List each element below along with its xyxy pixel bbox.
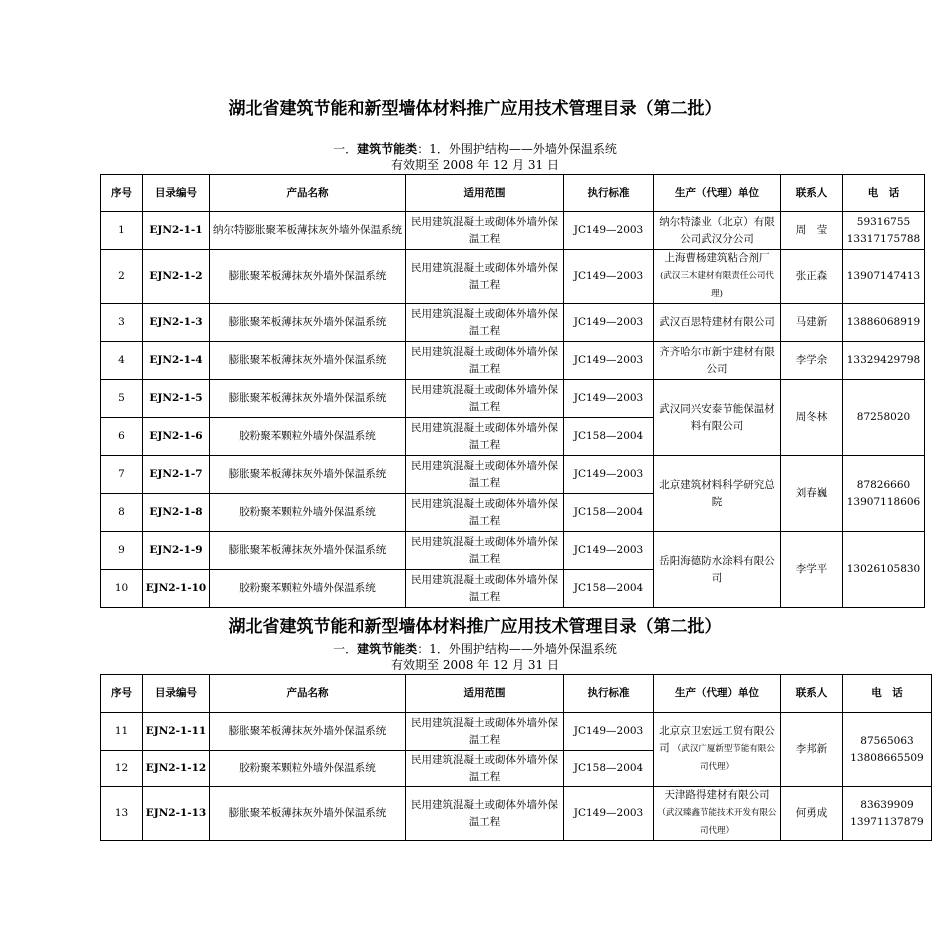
header-cell: 适用范围	[406, 675, 564, 713]
contact-person: 周冬林	[781, 380, 843, 456]
phone: 59316755 13317175788	[843, 212, 925, 250]
scope: 民用建筑混凝土或砌体外墙外保温工程	[406, 532, 564, 570]
standard: JC149—2003	[564, 456, 654, 494]
manufacturer: 武汉同兴安泰节能保温材料有限公司	[654, 380, 781, 456]
standard: JC158—2004	[564, 751, 654, 787]
standard: JC149—2003	[564, 250, 654, 304]
scope: 民用建筑混凝土或砌体外墙外保温工程	[406, 713, 564, 751]
scope: 民用建筑混凝土或砌体外墙外保温工程	[406, 250, 564, 304]
scope: 民用建筑混凝土或砌体外墙外保温工程	[406, 380, 564, 418]
row-number: 3	[101, 304, 143, 342]
product-name: 胶粉聚苯颗粒外墙外保温系统	[210, 494, 406, 532]
row-number: 4	[101, 342, 143, 380]
standard: JC149—2003	[564, 380, 654, 418]
scope: 民用建筑混凝土或砌体外墙外保温工程	[406, 751, 564, 787]
row-number: 7	[101, 456, 143, 494]
scope: 民用建筑混凝土或砌体外墙外保温工程	[406, 418, 564, 456]
table-row	[101, 532, 925, 570]
catalog-code: EJN2-1-8	[143, 494, 210, 532]
phone: 13026105830	[843, 532, 925, 608]
product-name: 纳尔特膨胀聚苯板薄抹灰外墙外保温系统	[210, 212, 406, 250]
standard: JC149—2003	[564, 212, 654, 250]
catalog-code: EJN2-1-2	[143, 250, 210, 304]
contact-person: 张正森	[781, 250, 843, 304]
manufacturer: 纳尔特漆业（北京）有限公司武汉分公司	[654, 212, 781, 250]
section-heading	[0, 640, 950, 657]
table-row	[101, 380, 925, 418]
agent-note: (武汉三木建材有限责任公司代理)	[660, 271, 774, 299]
phone: 87258020	[843, 380, 925, 456]
header-cell: 产品名称	[210, 675, 406, 713]
header-cell: 产品名称	[210, 175, 406, 212]
table-header-row	[101, 675, 932, 713]
product-name: 膨胀聚苯板薄抹灰外墙外保温系统	[210, 250, 406, 304]
standard: JC149—2003	[564, 304, 654, 342]
scope: 民用建筑混凝土或砌体外墙外保温工程	[406, 494, 564, 532]
page-title: 湖北省建筑节能和新型墙体材料推广应用技术管理目录（第二批）	[228, 617, 722, 637]
catalog-table-1	[100, 174, 925, 608]
scope: 民用建筑混凝土或砌体外墙外保温工程	[406, 342, 564, 380]
row-number: 5	[101, 380, 143, 418]
table-row	[101, 456, 925, 494]
standard: JC158—2004	[564, 418, 654, 456]
header-cell: 联系人	[781, 675, 843, 713]
product-name: 膨胀聚苯板薄抹灰外墙外保温系统	[210, 532, 406, 570]
standard: JC149—2003	[564, 787, 654, 841]
header-cell: 电 话	[843, 175, 925, 212]
catalog-table-2	[100, 674, 932, 841]
row-number: 6	[101, 418, 143, 456]
scope: 民用建筑混凝土或砌体外墙外保温工程	[406, 570, 564, 608]
contact-person: 李邦新	[781, 713, 843, 787]
header-cell: 目录编号	[143, 175, 210, 212]
row-number: 1	[101, 212, 143, 250]
phone: 87565063 13808665509	[843, 713, 932, 787]
contact-person: 周 莹	[781, 212, 843, 250]
manufacturer-name: 北京京卫宏远工贸有限公司	[659, 725, 775, 754]
catalog-code: EJN2-1-13	[143, 787, 210, 841]
catalog-code: EJN2-1-12	[143, 751, 210, 787]
row-number: 12	[101, 751, 143, 787]
standard: JC149—2003	[564, 532, 654, 570]
standard: JC158—2004	[564, 494, 654, 532]
section-category: 建筑节能类	[357, 642, 418, 656]
catalog-code: EJN2-1-10	[143, 570, 210, 608]
table-row	[101, 713, 932, 751]
catalog-code: EJN2-1-5	[143, 380, 210, 418]
table-row	[101, 304, 925, 342]
product-name: 胶粉聚苯颗粒外墙外保温系统	[210, 570, 406, 608]
standard: JC149—2003	[564, 713, 654, 751]
phone: 83639909 13971137879	[843, 787, 932, 841]
scope: 民用建筑混凝土或砌体外墙外保温工程	[406, 304, 564, 342]
product-name: 膨胀聚苯板薄抹灰外墙外保温系统	[210, 342, 406, 380]
contact-person: 刘春巍	[781, 456, 843, 532]
row-number: 13	[101, 787, 143, 841]
header-cell: 序号	[101, 175, 143, 212]
table-row	[101, 342, 925, 380]
standard: JC158—2004	[564, 570, 654, 608]
manufacturer	[654, 713, 781, 787]
standard: JC149—2003	[564, 342, 654, 380]
manufacturer-name: 天津路得建材有限公司	[664, 789, 770, 801]
manufacturer-name: 上海曹杨建筑粘合剂厂	[664, 252, 770, 264]
product-name: 膨胀聚苯板薄抹灰外墙外保温系统	[210, 456, 406, 494]
header-cell: 适用范围	[406, 175, 564, 212]
header-cell: 生产（代理）单位	[654, 675, 781, 713]
contact-person: 李学余	[781, 342, 843, 380]
section-prefix: 一．	[333, 142, 358, 156]
header-cell: 生产（代理）单位	[654, 175, 781, 212]
agent-note: （武汉广厦新型节能有限公司代理）	[672, 744, 775, 772]
catalog-code: EJN2-1-6	[143, 418, 210, 456]
row-number: 10	[101, 570, 143, 608]
validity-note: 有效期至 2008 年 12 月 31 日	[391, 158, 559, 172]
section-subtitle: ：1．外围护结构——外墙外保温系统	[417, 142, 617, 156]
catalog-code: EJN2-1-1	[143, 212, 210, 250]
contact-person: 李学平	[781, 532, 843, 608]
manufacturer: 岳阳海德防水涂料有限公司	[654, 532, 781, 608]
manufacturer: 武汉百思特建材有限公司	[654, 304, 781, 342]
scope: 民用建筑混凝土或砌体外墙外保温工程	[406, 456, 564, 494]
product-name: 膨胀聚苯板薄抹灰外墙外保温系统	[210, 787, 406, 841]
catalog-code: EJN2-1-7	[143, 456, 210, 494]
row-number: 11	[101, 713, 143, 751]
section-heading	[0, 140, 950, 157]
contact-person: 何勇成	[781, 787, 843, 841]
catalog-code: EJN2-1-3	[143, 304, 210, 342]
header-cell: 执行标准	[564, 675, 654, 713]
manufacturer: 齐齐哈尔市新宇建材有限公司	[654, 342, 781, 380]
product-name: 膨胀聚苯板薄抹灰外墙外保温系统	[210, 304, 406, 342]
phone: 13886068919	[843, 304, 925, 342]
header-cell: 目录编号	[143, 675, 210, 713]
table-row	[101, 787, 932, 841]
section-category: 建筑节能类	[357, 142, 418, 156]
row-number: 2	[101, 250, 143, 304]
catalog-code: EJN2-1-11	[143, 713, 210, 751]
section-prefix: 一．	[333, 642, 358, 656]
contact-person: 马建新	[781, 304, 843, 342]
page-title: 湖北省建筑节能和新型墙体材料推广应用技术管理目录（第二批）	[228, 99, 722, 119]
validity-note: 有效期至 2008 年 12 月 31 日	[391, 658, 559, 672]
product-name: 膨胀聚苯板薄抹灰外墙外保温系统	[210, 380, 406, 418]
row-number: 9	[101, 532, 143, 570]
row-number: 8	[101, 494, 143, 532]
table-row	[101, 250, 925, 304]
manufacturer	[654, 250, 781, 304]
agent-note: （武汉臻鑫节能技术开发有限公司代理）	[657, 808, 777, 836]
phone: 13329429798	[843, 342, 925, 380]
phone: 87826660 13907118606	[843, 456, 925, 532]
section-subtitle: ：1．外围护结构——外墙外保温系统	[417, 642, 617, 656]
phone: 13907147413	[843, 250, 925, 304]
header-cell: 序号	[101, 675, 143, 713]
header-cell: 执行标准	[564, 175, 654, 212]
manufacturer: 北京建筑材料科学研究总院	[654, 456, 781, 532]
scope: 民用建筑混凝土或砌体外墙外保温工程	[406, 212, 564, 250]
manufacturer	[654, 787, 781, 841]
product-name: 胶粉聚苯颗粒外墙外保温系统	[210, 418, 406, 456]
catalog-code: EJN2-1-4	[143, 342, 210, 380]
scope: 民用建筑混凝土或砌体外墙外保温工程	[406, 787, 564, 841]
catalog-code: EJN2-1-9	[143, 532, 210, 570]
product-name: 膨胀聚苯板薄抹灰外墙外保温系统	[210, 713, 406, 751]
table-header-row	[101, 175, 925, 212]
header-cell: 联系人	[781, 175, 843, 212]
product-name: 胶粉聚苯颗粒外墙外保温系统	[210, 751, 406, 787]
table-row	[101, 212, 925, 250]
header-cell: 电 话	[843, 675, 932, 713]
